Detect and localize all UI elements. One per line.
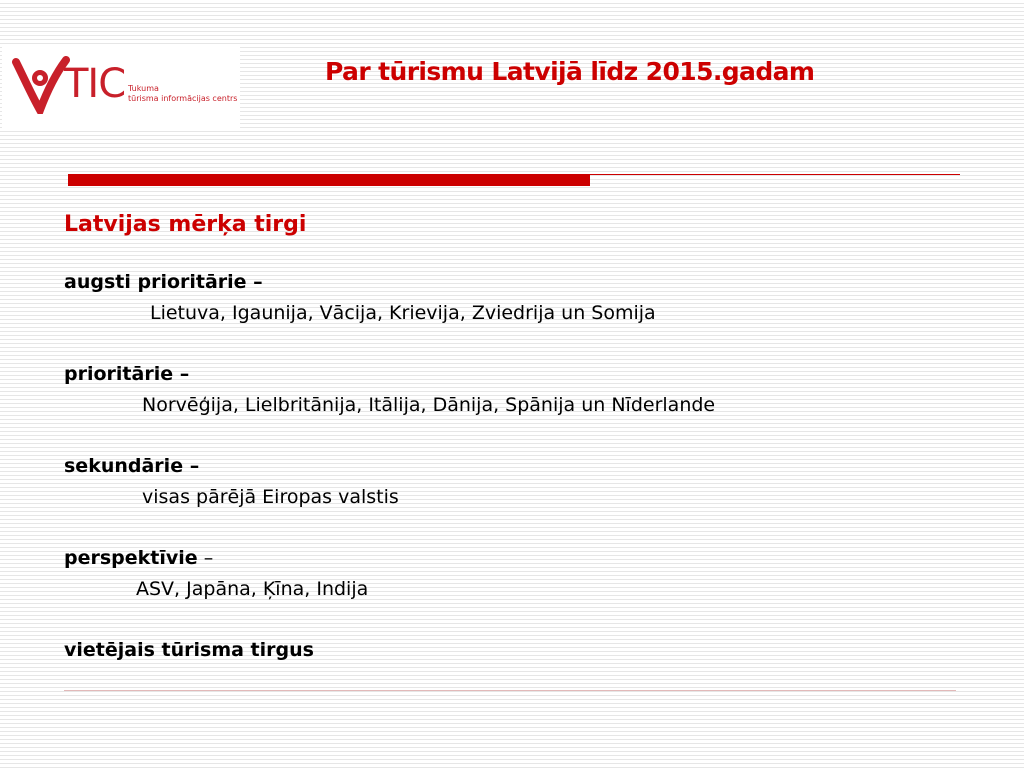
market-group-label [64,267,964,298]
market-group-label-text: prioritārie – [64,363,190,385]
bottom-rule [64,690,956,691]
market-group-label-dash: – [197,547,214,569]
domestic-market-label: vietējais tūrisma tirgus [64,639,314,661]
market-group-prospective [64,543,964,605]
market-group-countries: visas pārējā Eiropas valstis [142,486,399,508]
slide-content [64,212,964,666]
title-rule-thin [590,174,960,175]
market-group-label-text: perspektīvie [64,547,198,569]
market-group-countries: ASV, Japāna, Ķīna, Indija [136,578,369,600]
logo-subtitle-line1: Tukuma [128,84,159,93]
title-rule-thick [68,174,590,186]
logo-name: TIC [64,61,126,107]
market-group-secondary [64,451,964,513]
market-group-label-text: sekundārie – [64,455,200,477]
slide-title: Par tūrismu Latvijā līdz 2015.gadam [325,57,815,86]
market-group-priority [64,359,964,421]
logo-subtitle-line2: tūrisma informācijas centrs [128,94,238,103]
market-group-high-priority [64,267,964,329]
market-group-label [64,543,964,574]
logo [2,44,240,128]
market-group-label [64,359,964,390]
market-group-countries: Lietuva, Igaunija, Vācija, Krievija, Zviedrija un Somija [150,302,656,324]
market-group-countries: Norvēģija, Lielbritānija, Itālija, Dānija, Spānija un Nīderlande [142,394,716,416]
market-group-label [64,451,964,482]
market-group-label-text: augsti prioritārie – [64,271,263,293]
section-heading: Latvijas mērķa tirgi [64,212,307,237]
tic-logo-icon [10,56,70,114]
logo-subtitle [128,84,237,104]
